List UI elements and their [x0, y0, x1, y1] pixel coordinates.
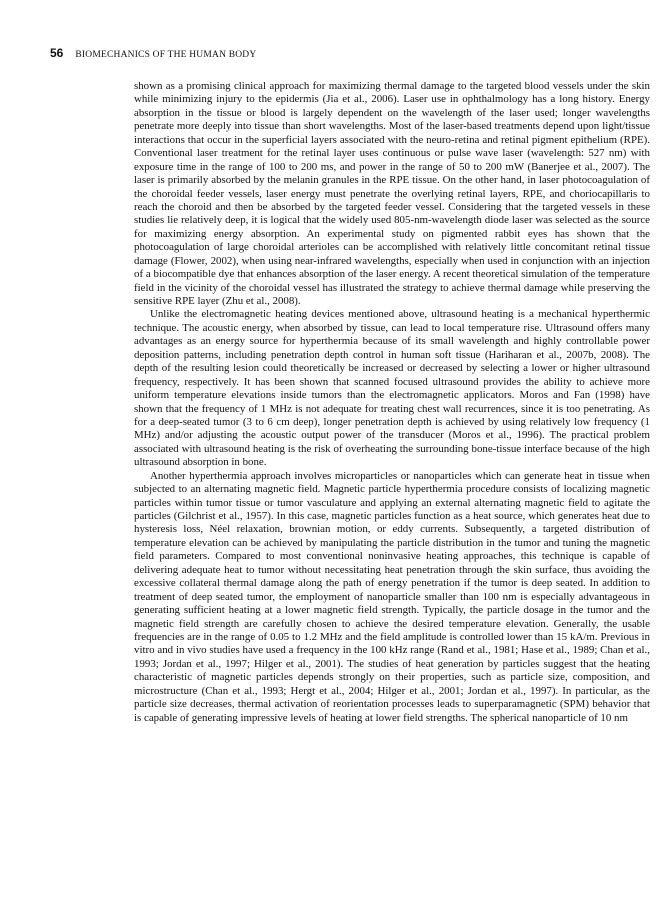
page-header — [50, 46, 256, 60]
body-text — [134, 80, 650, 725]
paragraph-laser: shown as a promising clinical approach for maximizing thermal damage to the targeted blood vessels under the skin while minimizing injury to the epidermis (Jia et al., 2006). Laser use in ophthalmology has a long history. Energy absorption in the tissue or blood is largely dependent on the wavelength of the laser used; longer wavelengths penetrate more deeply into tissue than short wavelengths. Most of the laser-based treatments depend upon light/tissue interactions that occur in the superficial layers associated with the neuro-retina and retinal pigment epithelium (RPE). Conventional laser treatment for the retinal layer uses continuous or pulse wave laser (wavelength: 527 nm) with exposure time in the range of 100 to 200 ms, and power in the range of 50 to 200 mW (Banerjee et al., 2007). The laser is primarily absorbed by the melanin granules in the RPE tissue. On the other hand, in laser photocoagulation of the choroidal feeder vessels, laser energy must penetrate the overlying retinal layers, RPE, and choriocapillaris to reach the choroid and then be absorbed by the targeted feeder vessel. Considering that the targeted vessels in these studies lie relatively deep, it is logical that the widely used 805-nm-wavelength diode laser was selected as the source for maximizing energy absorption. An experimental study on pigmented rabbit eyes has shown that the photocoagulation of large choroidal arterioles can be accomplished with relatively little concomitant retinal tissue damage (Flower, 2002), when using near-infrared wavelengths, especially when used in conjunction with an injection of a biocompatible dye that enhances absorption of the laser energy. A recent theoretical simulation of the temperature field in the vicinity of the choroidal vessel has illustrated the strategy to achieve thermal damage while preserving the sensitive RPE layer (Zhu et al., 2008). — [134, 80, 650, 307]
page-number: 56 — [50, 46, 64, 60]
running-head: BIOMECHANICS OF THE HUMAN BODY — [75, 50, 257, 60]
paragraph-ultrasound: Unlike the electromagnetic heating devices mentioned above, ultrasound heating is a mechanical hyperthermic technique. The acoustic energy, when absorbed by tissue, can lead to local temperature rise. Ultrasound offers many advantages as an energy source for hyperthermia because of its small wavelength and highly controllable power deposition patterns, including penetration depth control in human soft tissue (Hariharan et al., 2007b, 2008). The depth of the resulting lesion could theoretically be increased or decreased by selecting a lower or higher ultrasound frequency, respectively. It has been shown that scanned focused ultrasound provides the ability to achieve more uniform temperature elevations inside tumors than the electromagnetic applicators. Moros and Fan (1998) have shown that the frequency of 1 MHz is not adequate for treating chest wall recurrences, since it is too penetrating. As for a deep-seated tumor (3 to 6 cm deep), longer penetration depth is achieved by using relatively low frequency (1 MHz) and/or adjusting the acoustic output power of the transducer (Moros et al., 1996). The practical problem associated with ultrasound heating is the risk of overheating the surrounding bone-tissue interface because of the high ultrasound absorption in bone. — [134, 308, 650, 469]
paragraph-magnetic-particles: Another hyperthermia approach involves microparticles or nanoparticles which can generate heat in tissue when subjected to an alternating magnetic field. Magnetic particle hyperthermia procedure consists of localizing magnetic particles within tumor tissue or tumor vasculature and applying an external alternating magnetic field to agitate the particles (Gilchrist et al., 1957). In this case, magnetic particles function as a heat source, which generates heat due to hysteresis loss, Néel relaxation, brownian motion, or eddy currents. Subsequently, a targeted distribution of temperature elevation can be achieved by manipulating the particle distribution in the tumor and tuning the magnetic field parameters. Compared to most conventional noninvasive heating approaches, this technique is capable of delivering adequate heat to tumor without necessitating heat penetration through the skin surface, thus avoiding the excessive collateral thermal damage along the path of energy penetration if the tumor is deep seated. In addition to treatment of deep seated tumor, the employment of nanoparticle smaller than 100 nm is especially advantageous in generating sufficient heating at a lower magnetic field strength. Typically, the particle dosage in the tumor and the magnetic field strength are carefully chosen to achieve the desired temperature elevation. Generally, the usable frequencies are in the range of 0.05 to 1.2 MHz and the field amplitude is controlled lower than 15 kA/m. Previous in vitro and in vivo studies have used a frequency in the 100 kHz range (Rand et al., 1981; Hase et al., 1989; Chan et al., 1993; Jordan et al., 1997; Hilger et al., 2001). The studies of heat generation by particles suggest that the heating characteristic of magnetic particles depends strongly on their properties, such as particle size, composition, and microstructure (Chan et al., 1993; Hergt et al., 2004; Hilger et al., 2001; Jordan et al., 1997). In particular, as the particle size decreases, thermal activation of reorientation processes leads to superparamagnetic (SPM) behavior that is capable of generating impressive levels of heating at lower field strengths. The spherical nanoparticle of 10 nm — [134, 469, 650, 724]
